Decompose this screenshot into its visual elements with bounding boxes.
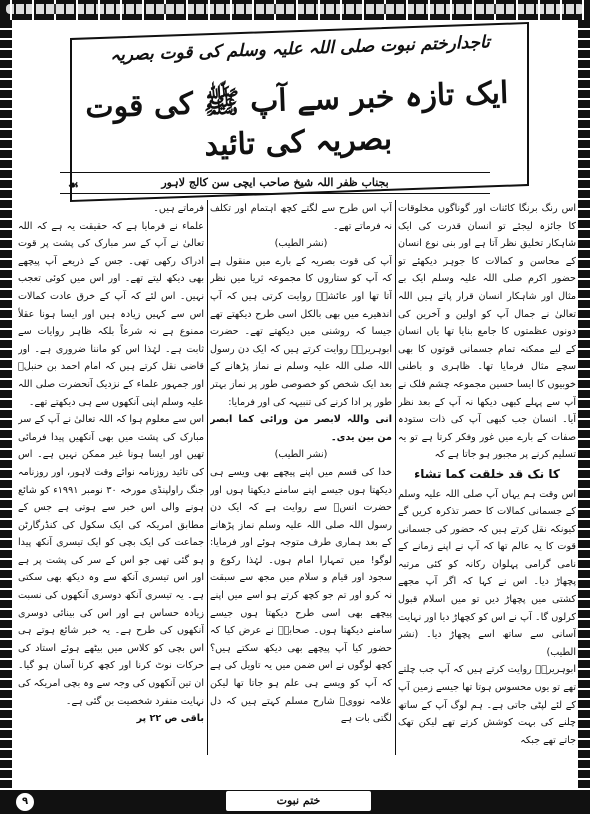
paragraph: فرماتے ہیں۔ [153, 203, 204, 214]
arabic-quote: انی واللہ لابصر من ورائی کما ابصر من بین یدی۔ [210, 414, 392, 443]
continuation-note: باقی ص ۲۲ پر [136, 713, 204, 725]
article-subtitle: تاجدارختم نبوت صلی اللہ علیہ وسلم کی قوت بصریہ [109, 32, 491, 66]
page-number: ۹ [16, 793, 34, 811]
paragraph: اس رنگ برنگا کائنات اور گوناگوں مخلوقات کا جائزہ لیجئے تو انسان قدرت کی ایک شاہکار تخلیق نظر آتا ہے اور بنی نوع انسان کے محاسن و کمالات کا جوہر دیکھئے تو حضور اکرم صلی اللہ علیہ وسلم ایک بے مثال اور شاہکار انسان قرار پاتے ہیں اللہ تعالیٰ نے جمال آپ کو اولین و آخرین کی دونوں عظمتوں کا جامع بنایا تھا یاں انسان کے لیے ممکنہ تمام جسمانی قوتوں کا بھی سچے مثال فرمایا تھا۔ ظاہری و باطنی خوبیوں کا ایسا حسین مجموعہ چشم فلک نے آپ سے پہلے کبھی دیکھا نہ آپ کے بعد نظر آیا۔ انسان جب کبھی آپ کی ذات ستودہ صفات کے بارے میں غور وفکر کرتا ہے تو یہ تسلیم کرنے پر مجبور ہو جاتا ہے کہ [398, 203, 576, 461]
paragraph: آپ اس طرح سے لگتے کچھ اہتمام اور تکلف نہ فرماتے تھے۔ [210, 203, 392, 232]
column-divider [207, 200, 208, 755]
paragraph: خدا کی قسم میں اپنے پیچھے بھی ویسے ہی دیکھتا ہوں جیسے اپنے سامنے دیکھتا ہوں اور حضرت انسؓ سے روایت ہے کہ ایک دن رسول اللہ صلی اللہ علیہ وسلم نماز پڑھانے کے بعد ہماری طرف متوجہ ہوئے اور فرمایا: لوگو! میں تمہارا امام ہوں۔ لہٰذا رکوع و سجود اور قیام و سلام میں مجھ سے سبقت نہ کرو اور تم جو کچھ کرتے ہو اسے میں اپنے پیچھے بھی اسی طرح دیکھتا ہوں جیسے سامنے دیکھتا ہوں۔ صحابہؓ نے عرض کیا کہ حضور کیا آپ پیچھے بھی دیکھ سکتے ہیں؟ کچھ لوگوں نے اس ضمن میں یہ تاویل کی ہے کہ آپ کو ویسے ہی علم ہو جاتا تھا لیکن علامہ نوویؒ شارح مسلم کہتے ہیں کہ دل لگتی بات ہے [210, 466, 392, 725]
source-reference: (نشر الطیب) [274, 238, 328, 250]
ornament-icon: ☙ [68, 178, 79, 192]
article-title: ایک تازہ خبر سے آپ ﷺ کی قوت بصریہ کی تائید [84, 75, 509, 164]
top-ornamental-border [0, 0, 590, 20]
column-right [398, 200, 576, 755]
column-middle [210, 200, 392, 755]
paragraph: ابوہریرہؓ روایت کرتے ہیں کہ آپ جب چلتے تھے تو یوں محسوس ہوتا تھا جیسے زمین آپ کے لئے لپٹی جاتی ہے۔ ہم لوگ آپ کے ساتھ چلنے کی بہت کوشش کرتے تھے لیکن تھک جاتے تھے جبکہ [398, 664, 576, 746]
right-ornamental-border [578, 20, 590, 790]
author-byline [60, 172, 490, 194]
paragraph: علماء نے فرمایا ہے کہ حقیقت یہ ہے کہ اللہ تعالیٰ نے آپ کے سر مبارک کی پشت پر قوت ادراک رکھی تھی۔ جس کے ذریعے آپ پیچھے بھی دیکھ لیتے تھے۔ اور اس میں کوئی تعجب نہیں۔ اس لئے کہ آپ کے خرق عادت کمالات اس سے کہیں زیادہ ہیں اور ایسا ہونا عقلاً ممنوع ہے نہ شرعاً بلکہ ظاہر روایات سے ثابت ہے۔ لہٰذا اس کو ماننا ضروری ہے۔ اور قاضی نقل کرتے ہیں کہ امام احمد بن حنبلؒ اور جمہور علماء کے نزدیک آنحضرت صلی اللہ علیہ وسلم اپنی آنکھوں سے ہی دیکھتے تھے۔ [18, 220, 204, 408]
magazine-logo: ختم نبوت [225, 790, 372, 812]
source-reference: (نشر الطیب) [274, 449, 328, 461]
left-ornamental-border [0, 20, 12, 790]
paragraph: آپ کی قوت بصریہ کے بارے میں منقول ہے کہ آپ کو ستاروں کا مجموعہ ثریا میں نظر آتا تھا اور عائشہؓ روایت کرتی ہیں کہ آپ اندھیرے میں بھی بالکل اسی طرح دیکھتے تھے جیسا کہ روشنی میں دیکھتے تھے۔ حضرت ابوہریرہؓ روایت کرتے ہیں کہ ایک دن رسول اللہ صلی اللہ علیہ وسلم نے نماز پڑھانے کے بعد ایک شخص کو خصوصی طور پر نماز بہتر طور پر ادا کرنے کی تنبیہہ کی اور فرمایا: [210, 255, 392, 408]
paragraph: اس سے معلوم ہوا کہ اللہ تعالیٰ نے آپ کے سر مبارک کی پشت میں بھی آنکھیں پیدا فرمائی تھیں اور ایسا ہونا غیر ممکن نہیں ہے۔ اس کی تائید روزنامہ نوائے وقت لاہور، اور روزنامہ جنگ راولپنڈی مورخہ ۳۰ نومبر ۱۹۹۱ء کو شائع ہونے والی اس خبر سے ہوتی ہے جس کے مطابق امریکہ کی ایک سکول کی کنڈرگارٹن جماعت کی ایک بچی کو ایک تیسری آنکھ پیدا ہو گئی تھی جو اس کے سر کی پشت پر ہے اور اس تیسری آنکھ سے وہ دیکھ بھی سکتی ہے۔ یہ تیسری آنکھ دوسری آنکھوں کی نسبت زیادہ حساس ہے اور اس کی بینائی دوسری آنکھوں کی طرح ہے۔ یہ خبر شائع ہوتے ہی اس بچی کو کلاس میں بیٹھے ہوئے استاد کی حرکات نوٹ کرنا اور کچھ کرنا آسان ہو گیا۔ ان تین آنکھوں کی وجہ سے وہ بچی امریکہ کی نہایت منفرد شخصیت بن گئی ہے۔ [18, 414, 204, 707]
bottom-ornamental-border [0, 790, 590, 814]
column-left [18, 200, 204, 755]
title-block [70, 30, 525, 190]
column-divider [395, 200, 396, 755]
paragraph: اس وقت ہم یہاں آپ صلی اللہ علیہ وسلم کے جسمانی کمالات کا حصر تذکرہ کریں گے کیونکہ نقل کرتے ہیں کہ حضور کی جسمانی قوت کا یہ عالم تھا کہ آپ نے اپنے زمانے کے نامی گرامی پہلوان رکانہ کو کئی مرتبہ پچھاڑ دیا۔ اس نے کہا کہ اگر آپ مجھے کشتی میں پچھاڑ دیں تو میں اسلام قبول کرلوں گا۔ آپ نے اس کو کچھاڑ دیا اور نہایت آسانی سے ساتھ اسے پچھاڑ دیا۔ (نشر الطیب) [398, 488, 576, 658]
author-name: بجناب ظفر اللہ شیخ صاحب ایچی سن کالج لاہور [161, 176, 389, 189]
section-heading: کا نک قد خلقت کما تشاء [414, 466, 560, 481]
